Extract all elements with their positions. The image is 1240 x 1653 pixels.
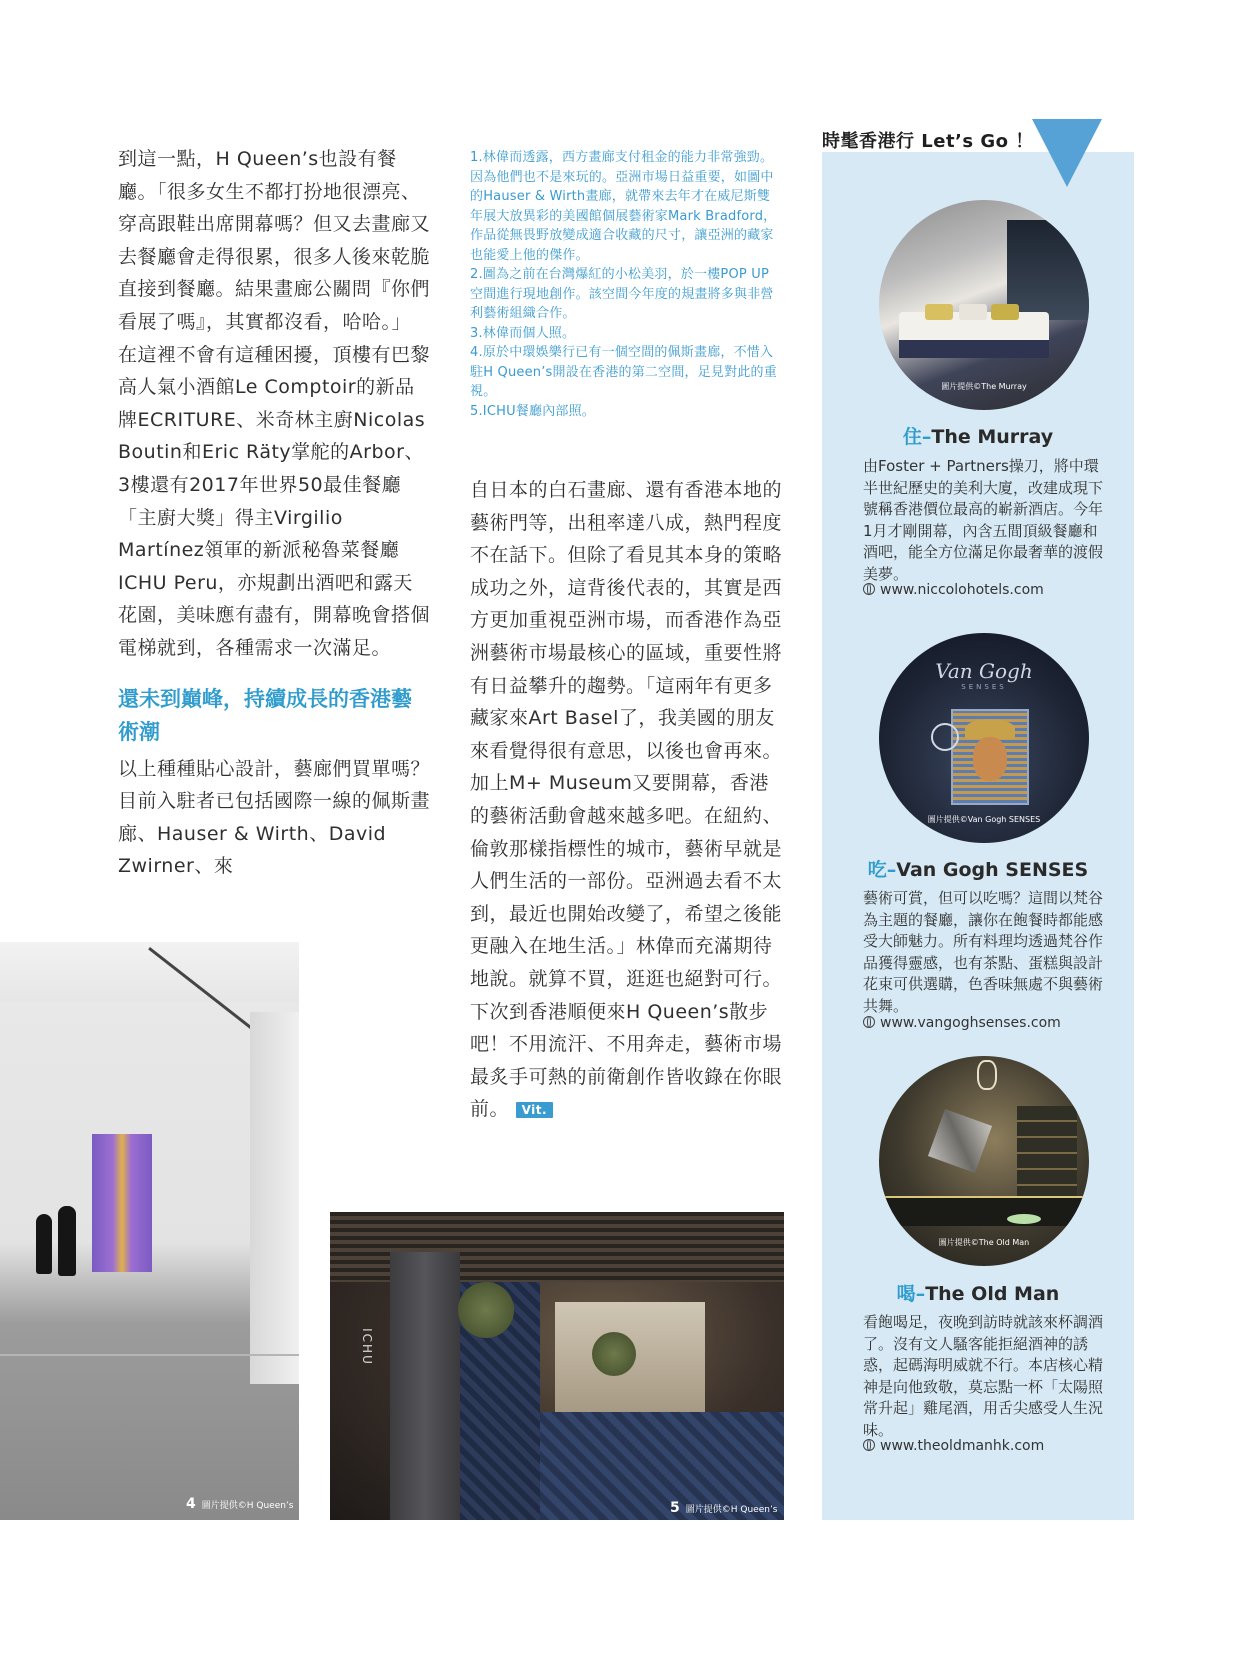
photo-captions [470, 148, 782, 421]
gallery-wall [250, 1012, 299, 1384]
sidebar-item-url[interactable] [863, 1015, 1061, 1031]
article-text: 自日本的白石畫廊、還有香港本地的藝術門等，出租率達八成，熱門程度不在話下。但除了看見其本身的策略成功之外，這背後代表的，其實是西方更加重視亞洲市場，而香港作為亞洲藝術市場最核心的區域，重要性將有日益攀升的趨勢。「這兩年有更多藏家來Art Basel了，我美國的朋友來看覺得很有意思，以後也會再來。加上M+ Museum又要開幕，香港的藝術活動會越來越多吧。在紐約、倫敦那樣指標性的城市，藝術早就是人們生活的一部份。亞洲過去看不太到，最近也開始改變了，希望之後能更融入在地生活。」林偉而充滿期待地說。就算不買，逛逛也絕對可行。下次到香港順便來H Queen’s散步吧！不用流汗、不用奔走，藝術市場最炙手可熱的前衛創作皆收錄在你眼前。 [470, 479, 783, 1121]
caption-4: 4.原於中環娛樂行已有一個空間的佩斯畫廊，不惜入駐H Queen’s開設在香港的第二空間，足見對此的重視。 [470, 345, 777, 399]
article-column-1 [118, 143, 430, 883]
sidebar-item-heading [822, 855, 1134, 882]
section-heading: 還未到巔峰，持續成長的香港藝術潮 [118, 686, 412, 744]
article-column-2 [470, 474, 784, 1126]
photo-credit: 圖片提供©The Murray [941, 382, 1027, 391]
photo-number: 5 [670, 1500, 680, 1516]
mirror [928, 1109, 992, 1173]
van-gogh-senses-photo [879, 633, 1089, 843]
sidebar-item-text: 由Foster + Partners操刀，將中環半世紀歷史的美利大廈，改建成現下號稱香港價位最高的嶄新酒店。今年1月才剛開幕，內含五間頂級餐廳和酒吧，能全方位滿足你最奢華的渡假美夢。 [863, 457, 1104, 583]
caption-5: 5.ICHU餐廳內部照。 [470, 403, 596, 419]
globe-icon [863, 1439, 875, 1451]
url-text[interactable]: www.niccolohotels.com [880, 582, 1044, 598]
globe-icon [863, 583, 875, 595]
photo-credit: 圖片提供©Van Gogh SENSES [927, 815, 1041, 824]
tree [458, 1282, 514, 1338]
photo-credit: 圖片提供©The Old Man [938, 1238, 1030, 1247]
item-tag: 吃– [867, 859, 897, 881]
sidebar-item-url[interactable] [863, 1438, 1044, 1454]
pillar [390, 1252, 460, 1520]
globe-icon [863, 1016, 875, 1028]
bed-throw [899, 340, 1049, 358]
caption-1: 1.林偉而透露，西方畫廊支付租金的能力非常強勁。因為他們也不是來玩的。亞洲市場日益重要，如圖中的Hauser & Wirth畫廊，就帶來去年才在威尼斯雙年展大放異彩的美國館個展藝術家Mark Bradford，作品從無畏野放變成適合收藏的尺寸，讓亞洲的藏家也能愛上他的傑作。 [470, 150, 777, 263]
the-murray-photo [879, 200, 1089, 410]
sidebar-item-heading [822, 422, 1134, 449]
pendant-lamp [977, 1060, 997, 1090]
caption-2: 2.圖為之前在台灣爆紅的小松美羽，於一樓POP UP空間進行現地創作。該空間今年度的規畫將多與非營利藝術組織合作。 [470, 267, 774, 321]
article-paragraph: 以上種種貼心設計，藝廊們買單嗎？目前入駐者已包括國際一線的佩斯畫廊、Hauser & Wirth、David Zwirner、來 [118, 757, 431, 878]
sidebar-item-url[interactable] [863, 582, 1044, 598]
ichu-restaurant-photo [330, 1212, 784, 1520]
pillow [925, 304, 953, 320]
article-paragraph [470, 474, 784, 1126]
item-name: Van Gogh SENSES [896, 859, 1089, 881]
tree [592, 1332, 636, 1376]
van-gogh-sign-sub: SENSES [961, 683, 1007, 691]
bar-stool [1007, 1214, 1041, 1224]
window [1007, 220, 1089, 320]
portrait-face [973, 737, 1007, 781]
artwork [92, 1134, 152, 1272]
end-mark: Vit. [516, 1102, 553, 1118]
visitor-figure [58, 1206, 76, 1276]
floor-line [0, 1354, 299, 1356]
triangle-decoration-icon [1032, 119, 1102, 187]
photo-number: 4 [186, 1496, 196, 1512]
item-tag: 喝– [896, 1283, 926, 1305]
url-text[interactable]: www.theoldmanhk.com [880, 1438, 1045, 1454]
sidebar-item-text: 看飽喝足，夜晚到訪時就該來杯調酒了。沒有文人騷客能拒絕酒神的誘惑，起碼海明威就不行。本店核心精神是向他致敬，莫忘點一杯「太陽照常升起」雞尾酒，用舌尖感受人生況味。 [863, 1313, 1104, 1439]
magnifier-icon [931, 723, 959, 751]
photo-credit [186, 1496, 294, 1512]
portrait-hat [965, 719, 1015, 739]
item-tag: 住– [902, 426, 932, 448]
visitor-figure [36, 1214, 52, 1274]
photo-credit-text: 圖片提供©H Queen’s [201, 1501, 294, 1511]
pillow [959, 304, 987, 320]
sidebar-item-text: 藝術可賞，但可以吃嗎？這間以梵谷為主題的餐廳，讓你在飽餐時都能感受大師魅力。所有料理均透過梵谷作品獲得靈感，也有茶點、蛋糕與設計花束可供選購，色香味無處不與藝術共舞。 [863, 889, 1104, 1015]
photo-credit-text: 圖片提供©H Queen’s [685, 1505, 778, 1515]
the-old-man-photo [879, 1056, 1089, 1266]
sidebar-item-heading [822, 1279, 1134, 1306]
item-name: The Old Man [925, 1283, 1060, 1305]
caption-3: 3.林偉而個人照。 [470, 325, 576, 341]
url-text[interactable]: www.vangoghsenses.com [880, 1015, 1061, 1031]
pillow [991, 304, 1019, 320]
article-paragraph: 到這一點，H Queen’s也設有餐廳。「很多女生不都打扮地很漂亮、穿高跟鞋出席開幕嗎？但又去畫廊又去餐廳會走得很累，很多人後來乾脆直接到餐廳。結果畫廊公關問『你們看展了嗎』，其實都沒看，哈哈。」在這裡不會有這種困擾，頂樓有巴黎高人氣小酒館Le Comptoir的新品牌ECRITURE、米奇林主廚Nicolas Boutin和Eric Räty掌舵的Arbor、3樓還有2017年世界50最佳餐廳「主廚大獎」得主Virgilio Martínez領軍的新派秘魯菜餐廳ICHU Peru，亦規劃出酒吧和露天花園，美味應有盡有，開幕晚會搭個電梯就到，各種需求一次滿足。 [118, 148, 431, 659]
van-gogh-sign: Van Gogh [935, 659, 1033, 683]
bar-counter [879, 1196, 1089, 1226]
item-name: The Murray [931, 426, 1054, 448]
gallery-photo [0, 942, 299, 1520]
ichu-sign: ICHU [359, 1328, 374, 1366]
photo-credit [670, 1500, 778, 1516]
sidebar-title: 時髦香港行 Let’s Go ！ [822, 131, 1034, 152]
